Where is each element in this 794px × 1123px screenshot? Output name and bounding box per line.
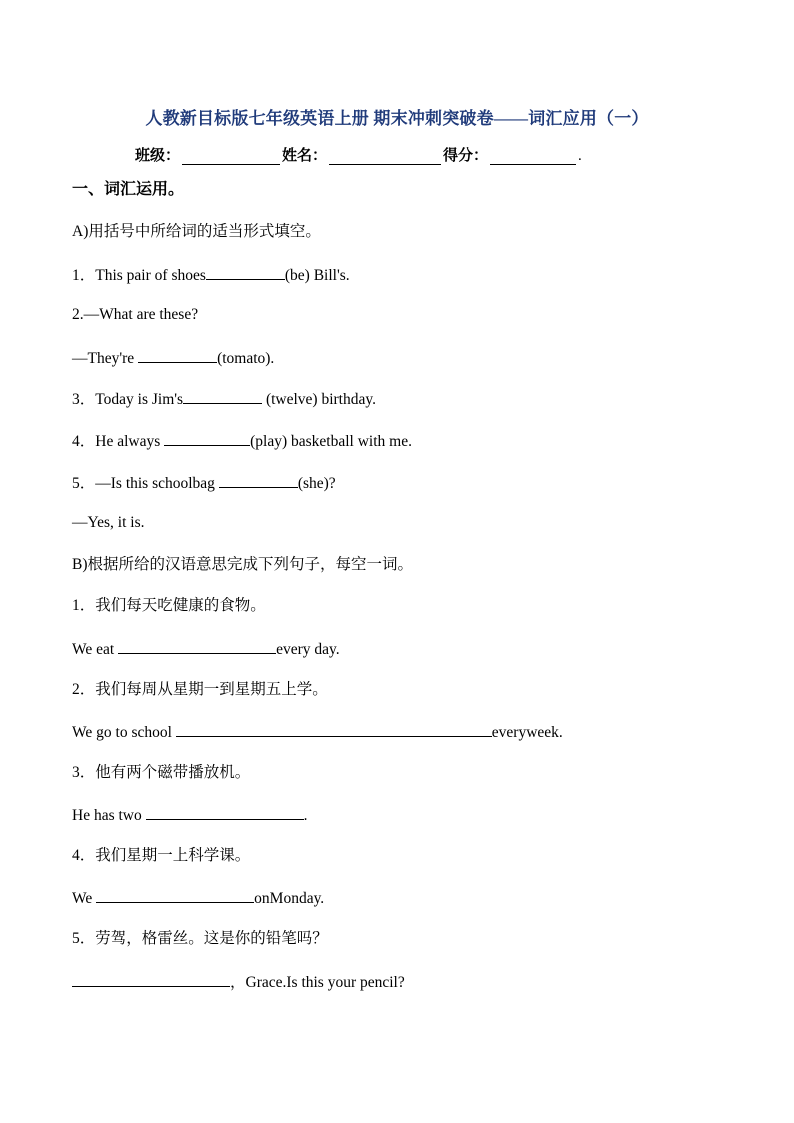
part-b-question-3-chinese: 3．他有两个磁带播放机。: [72, 764, 251, 781]
question-text: ，Grace.Is this your pencil?: [230, 974, 405, 991]
info-end-mark: .: [578, 148, 582, 164]
score-field[interactable]: [490, 148, 576, 165]
part-a-question-4: [72, 430, 412, 452]
question-text: —They're: [72, 350, 139, 367]
question-text: We eat: [72, 641, 119, 658]
question-text: 3．Today is Jim's: [72, 391, 184, 408]
answer-blank[interactable]: [118, 638, 276, 654]
answer-blank[interactable]: [72, 971, 230, 987]
question-text: (play) basketball with me.: [250, 433, 412, 450]
part-a-instruction: A)用括号中所给词的适当形式填空。: [72, 223, 321, 240]
question-text: (be) Bill's.: [284, 267, 350, 284]
answer-blank[interactable]: [164, 430, 250, 446]
question-text: We go to school: [72, 724, 176, 741]
part-b-question-5-english: [72, 971, 405, 993]
answer-blank[interactable]: [138, 347, 217, 363]
question-text: (twelve) birthday.: [262, 391, 376, 408]
part-b-question-1-chinese: 1．我们每天吃健康的食物。: [72, 597, 266, 614]
page-title: 人教新目标版七年级英语上册 期末冲刺突破卷——词汇应用（一）: [145, 109, 649, 128]
part-a-question-3: [72, 388, 376, 410]
question-text: 1．This pair of shoes: [72, 267, 206, 284]
name-field[interactable]: [329, 148, 441, 165]
answer-blank[interactable]: [219, 472, 298, 488]
question-text: every day.: [276, 641, 340, 658]
name-label: 姓名：: [282, 148, 328, 164]
question-text: We: [72, 890, 97, 907]
question-text: onMonday.: [254, 890, 325, 907]
question-text: .: [303, 807, 308, 824]
part-b-question-2-english: [72, 721, 563, 743]
part-b-instruction: B)根据所给的汉语意思完成下列句子，每空一词。: [72, 556, 414, 573]
section-heading: 一、词汇运用。: [72, 181, 185, 198]
class-label: 班级：: [135, 148, 181, 164]
part-b-question-4-english: [72, 887, 324, 909]
question-text: (she)?: [297, 475, 336, 492]
answer-blank[interactable]: [146, 804, 304, 820]
question-text: 5．—Is this schoolbag: [72, 475, 219, 492]
part-b-question-2-chinese: 2．我们每周从星期一到星期五上学。: [72, 681, 328, 698]
question-text: 4．He always: [72, 433, 165, 450]
part-a-question-1: [72, 264, 350, 286]
class-field[interactable]: [182, 148, 280, 165]
answer-blank[interactable]: [183, 388, 262, 404]
part-b-question-3-english: [72, 804, 308, 826]
answer-blank[interactable]: [206, 264, 285, 280]
score-label: 得分：: [443, 148, 489, 164]
question-text: everyweek.: [491, 724, 563, 741]
answer-blank[interactable]: [176, 721, 492, 737]
part-b-question-5-chinese: 5．劳驾，格雷丝。这是你的铅笔吗？: [72, 930, 328, 947]
student-info-row: [135, 144, 582, 165]
question-text: He has two: [72, 807, 146, 824]
part-b-question-4-chinese: 4．我们星期一上科学课。: [72, 847, 251, 864]
part-a-question-5-answer: —Yes, it is.: [72, 514, 145, 531]
part-a-question-2: 2.—What are these?: [72, 306, 199, 323]
part-a-question-5: [72, 472, 336, 494]
question-text: (tomato).: [217, 350, 275, 367]
part-a-question-2-answer: [72, 347, 274, 369]
answer-blank[interactable]: [96, 887, 254, 903]
part-b-question-1-english: [72, 638, 340, 660]
